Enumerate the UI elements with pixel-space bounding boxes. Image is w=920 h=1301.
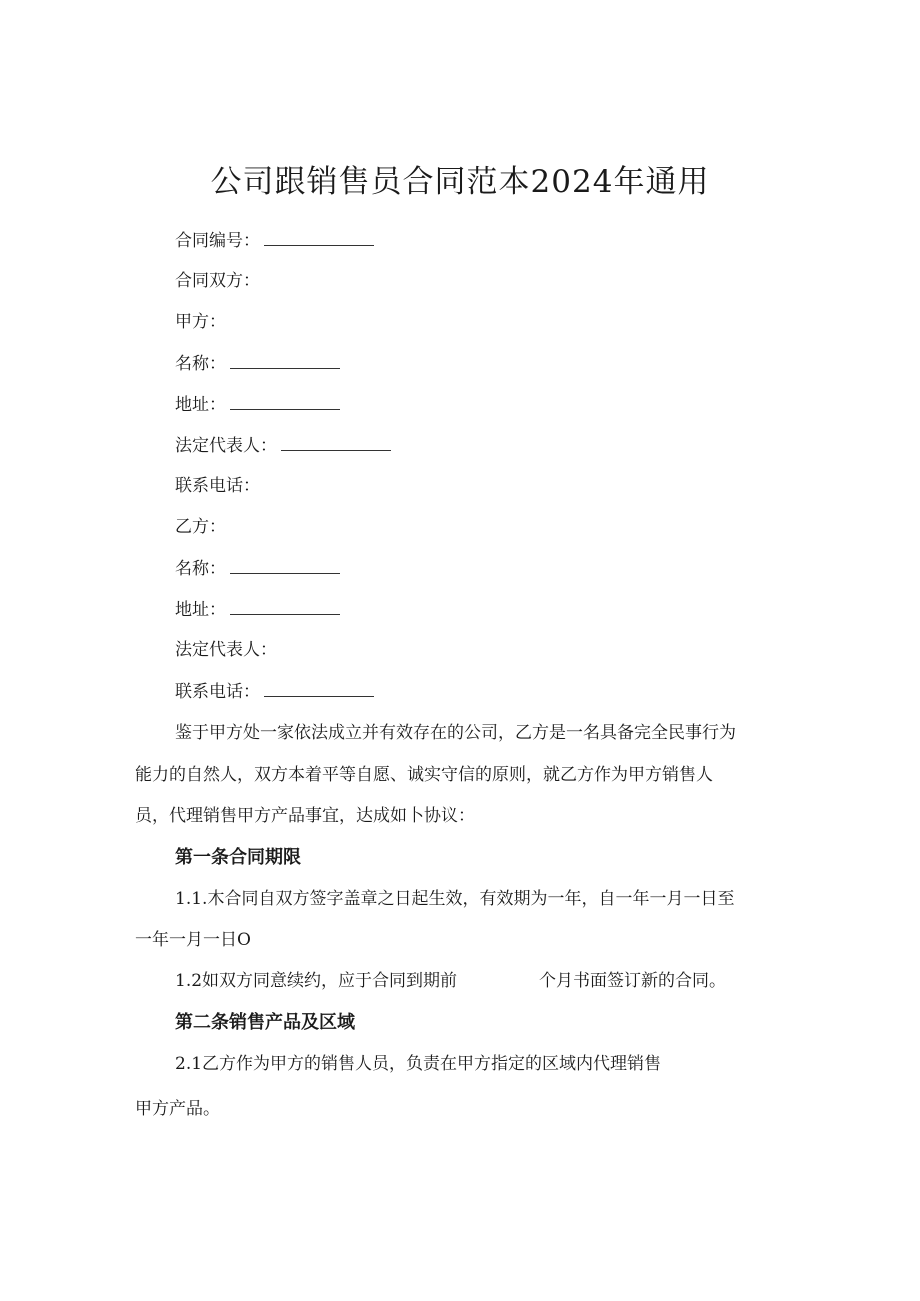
party-a-name-field — [175, 351, 340, 376]
clause-1-1-line-1: 1.1.木合同自双方签字盖章之日起生效，有效期为一年，自一年一月一日至 — [175, 889, 735, 909]
party-b-phone-blank — [264, 679, 374, 697]
intro-paragraph-line-1: 鉴于甲方处一家依法成立并有效存在的公司，乙方是一名具备完全民事行为 — [175, 723, 736, 743]
party-b-phone-field — [175, 679, 374, 704]
document-title: 公司跟销售员合同范本2024年通用 — [210, 164, 710, 200]
clause-1-1-line-2: 一年一月一日O — [135, 930, 251, 950]
clause-1-2 — [175, 969, 726, 993]
party-b-address-field — [175, 597, 340, 622]
party-a-legal-rep-blank — [281, 433, 391, 451]
party-b-name-field — [175, 556, 340, 581]
party-a-address-field — [175, 392, 340, 417]
party-b-name-blank — [230, 556, 340, 574]
party-b-legal-rep-label: 法定代表人： — [175, 640, 277, 660]
party-a-legal-rep-field — [175, 433, 391, 458]
party-b-name-label: 名称： — [175, 559, 226, 579]
contract-number-blank — [264, 228, 374, 246]
clause-1-2-part-b: 个月书面签订新的合同。 — [539, 971, 727, 991]
party-a-address-blank — [230, 392, 340, 410]
party-b-address-blank — [230, 597, 340, 615]
contract-number-label: 合同编号： — [175, 231, 260, 251]
party-a-address-label: 地址： — [175, 395, 226, 415]
contract-parties-label: 合同双方： — [175, 271, 260, 291]
party-b-label: 乙方： — [175, 517, 226, 537]
clause-2-1-line-1: 2.1乙方作为甲方的销售人员，负责在甲方指定的区域内代理销售 — [175, 1054, 662, 1074]
article-2-heading: 第二条销售产品及区域 — [175, 1012, 355, 1033]
intro-paragraph-line-3: 员，代理销售甲方产品事宜，达成如卜协议： — [135, 806, 475, 826]
party-a-name-label: 名称： — [175, 354, 226, 374]
party-a-label: 甲方： — [175, 312, 226, 332]
party-b-address-label: 地址： — [175, 600, 226, 620]
intro-paragraph-line-2: 能力的自然人，双方本着平等自愿、诚实守信的原则，就乙方作为甲方销售人 — [135, 765, 713, 785]
clause-1-2-part-a: 1.2如双方同意续约，应于合同到期前 — [175, 971, 458, 991]
party-a-phone-label: 联系电话： — [175, 476, 260, 496]
party-a-legal-rep-label: 法定代表人： — [175, 436, 277, 456]
clause-2-1-line-2: 甲方产品。 — [135, 1099, 220, 1119]
party-a-name-blank — [230, 351, 340, 369]
contract-number-field — [175, 228, 374, 253]
article-1-heading: 第一条合同期限 — [175, 847, 301, 868]
party-b-phone-label: 联系电话： — [175, 682, 260, 702]
